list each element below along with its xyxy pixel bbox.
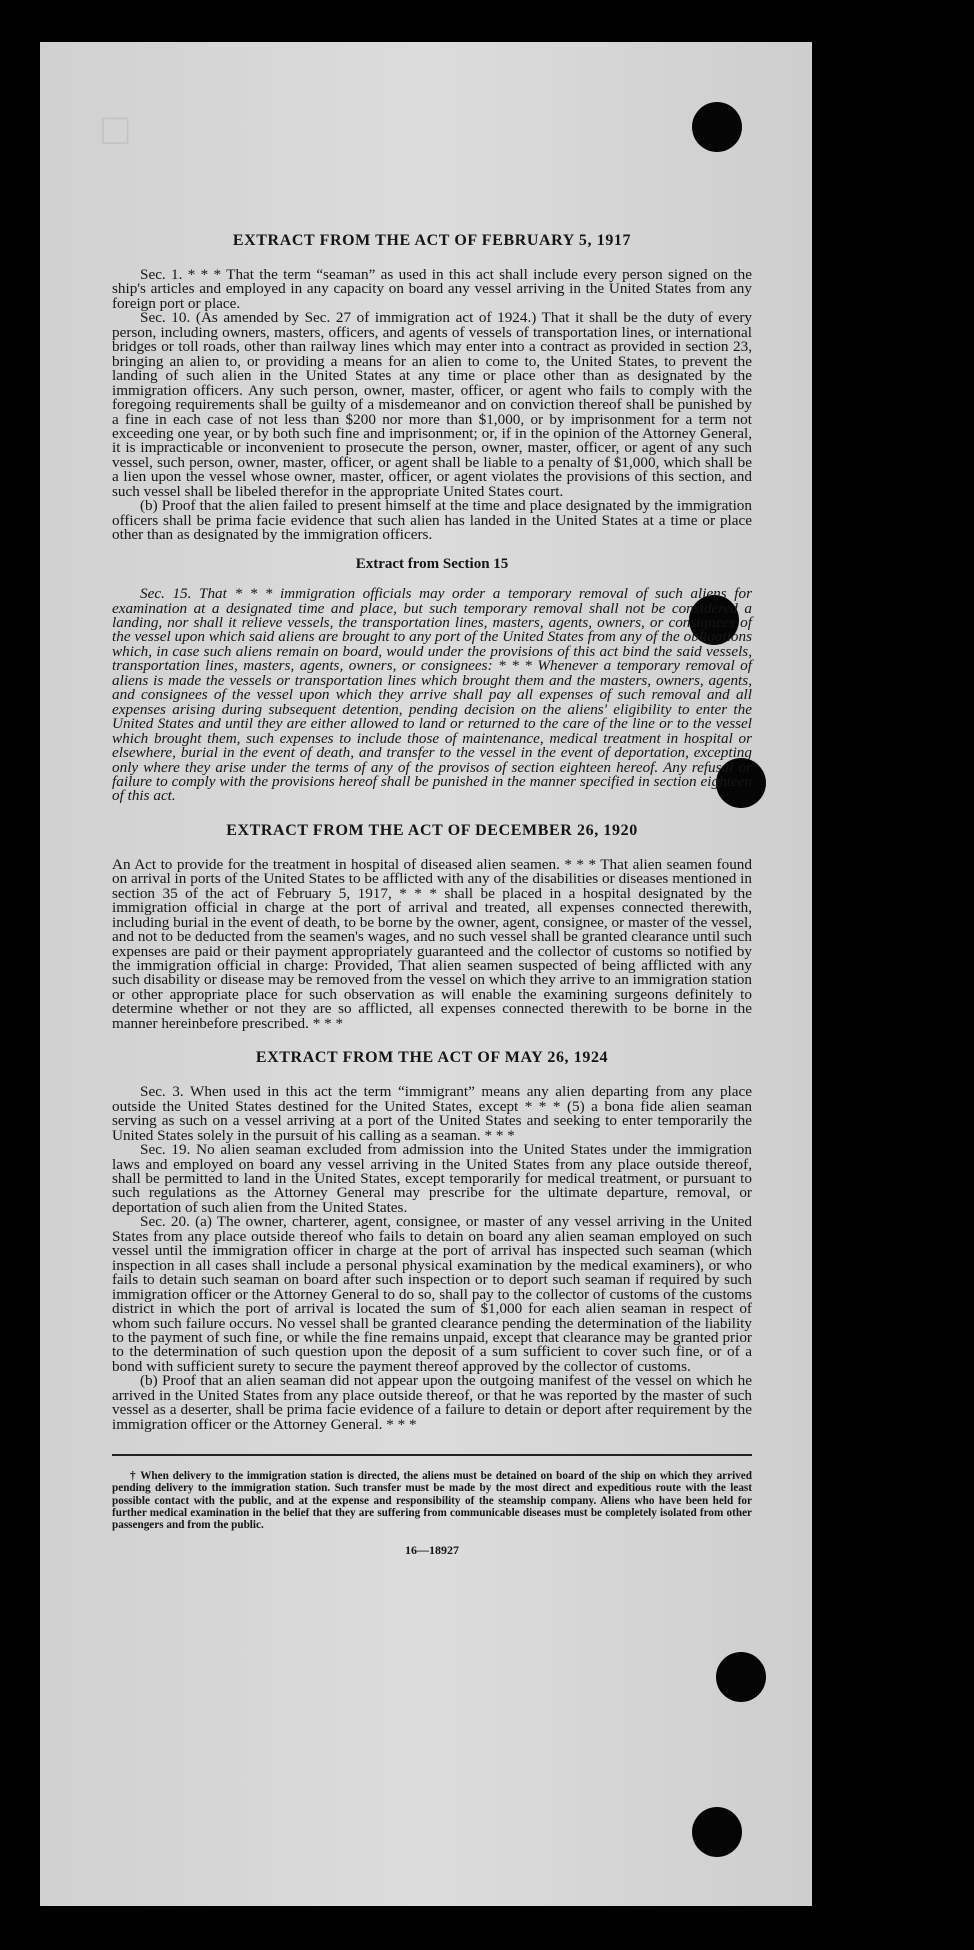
heading-act-may-1924: EXTRACT FROM THE ACT OF MAY 26, 1924: [255, 1049, 609, 1067]
footnote: † When delivery to the immigration station is directed, the aliens must be detained on board of the ship on which they arrived pending delivery to the immigration station. Such transfer must be made by the most direct and expeditious route with the least possible contact with the public, and at the expense and responsibility of the steamship company. Aliens who have been held for further medical examination in the belief that they are suffering from communicable diseases must be completely isolated from other passengers and from the public.: [112, 1470, 752, 1531]
section-15-paragraph: Sec. 15. That * * * immigration officials may order a temporary removal of such aliens for examination at a designated time and place, but such temporary removal shall not be considered a landing, nor shall it relieve vessels, the transportation lines, masters, agents, owners, or consignees of the vessel upon which said aliens are brought to any port of the United States from any of the obligations which, in case such aliens remain on board, would under the provisions of this act bind the said vessels, transportation lines, masters, agents, owners, or consignees: * * * Whenever a temporary removal of aliens is made the vessels or transportation lines which brought them and the masters, owners, agents, and consignees of the vessel upon which they arrive shall pay all expenses of such removal and all expenses arising during subsequent detention, pending decision on the aliens' eligibility to enter the United States and until they are either allowed to land or returned to the care of the line or to the vessel which brought them, such expenses to include those of maintenance, medical treatment in hospital or elsewhere, burial in the event of death, and transfer to the vessel in the event of deportation, excepting only where they arise under the terms of any of the provisos of section eighteen hereof. Any refusal or failure to comply with the provisions hereof shall be punished in the manner specified in section eighteen of this act.: [112, 585, 752, 805]
section-3-paragraph: Sec. 3. When used in this act the term “immigrant” means any alien departing from any place outside the United States destined for the United States, except * * * (5) a bona fide alien seaman serving as such on a vessel arriving at a port of the United States and seeking to enter temporarily the United States solely in the pursuit of his calling as a seaman. * * *: [112, 1083, 752, 1144]
document-body: [112, 232, 752, 1558]
section-19-paragraph: Sec. 19. No alien seaman excluded from admission into the United States under the immigration laws and employed on board any vessel arriving in the United States from any place outside thereof, shall be permitted to land in the United States, except temporarily for medical treatment, or pursuant to such regulations as the Attorney General may prescribe for the ultimate departure, removal, or deportation of such alien from the United States.: [112, 1141, 752, 1216]
punch-hole-5: [692, 1807, 742, 1857]
act-1920-paragraph: An Act to provide for the treatment in hospital of diseased alien seamen. * * * That alien seamen found on arrival in ports of the United States to be afflicted with any of the disabilities or diseases mentioned in section 35 of the act of February 5, 1917, * * * shall be placed in a hospital designated by the immigration official in charge at the port of arrival and treated, all expenses connected therewith, including burial in the event of death, to be borne by the owner, agent, consignee, or master of the vessel, and not to be deducted from the seamen's wages, and no such vessel shall be granted clearance until such expenses are paid or their payment appropriately guaranteed and the collector of customs so notified by the immigration official in charge: Provided, That alien seamen suspected of being afflicted with any such disability or disease may be removed from the vessel on which they arrive to an immigration station or other appropriate place for such observation as will enable the examining surgeons definitely to determine whether or not they are so afflicted, all expenses connected therewith to be borne in the manner hereinbefore prescribed. * * *: [112, 855, 752, 1032]
faded-stamp-mark: □: [102, 105, 129, 154]
footnote-divider: [112, 1454, 752, 1456]
print-number: 16—18927: [405, 1543, 459, 1558]
heading-act-dec-1920: EXTRACT FROM THE ACT OF DECEMBER 26, 1920: [226, 821, 638, 839]
section-10b-paragraph: (b) Proof that the alien failed to present himself at the time and place designated by the immigration officers shall be prima facie evidence that such alien has landed in the United States at a time or place other than as designated by the immigration officers.: [112, 497, 752, 544]
subheading-section-15: Extract from Section 15: [355, 555, 509, 572]
heading-act-feb-1917: EXTRACT FROM THE ACT OF FEBRUARY 5, 1917: [232, 232, 632, 249]
document-page: [40, 42, 812, 1906]
section-1-paragraph: Sec. 1. * * * That the term “seaman” as used in this act shall include every person signed on the ship's articles and employed in any capacity on board any vessel arriving in the United States from any foreign port or place.: [112, 266, 752, 312]
punch-hole-1: [692, 102, 742, 152]
section-10-paragraph: Sec. 10. (As amended by Sec. 27 of immigration act of 1924.) That it shall be the duty of every person, including owners, masters, officers, and agents of vessels of transportation lines, or international bridges or toll roads, other than railway lines which may enter into a contract as provided in section 23, bringing an alien to, or providing a means for an alien to come to, the United States, to prevent the landing of such alien in the United States at any time or place other than as designated by the immigration officers. Any such person, owner, master, officer, or agent who fails to comply with the foregoing requirements shall be guilty of a misdemeanor and on conviction thereof shall be punished by a fine in each case of not less than $200 nor more than $1,000, or by imprisonment for a term not exceeding one year, or by both such fine and imprisonment; or, if in the opinion of the Attorney General, it is impracticable or inconvenient to prosecute the person, owner, master, officer, or agent of any such vessel, such person, owner, master, officer, or agent shall be liable to a penalty of $1,000, which shall be a lien upon the vessel whose owner, master, officer, or agent violates the provisions of this section, and such vessel shall be libeled therefor in the appropriate United States court.: [112, 309, 752, 500]
section-20b-paragraph: (b) Proof that an alien seaman did not appear upon the outgoing manifest of the vessel on which he arrived in the United States from any place outside thereof, or that he was reported by the master of such vessel as a deserter, shall be prima facie evidence of a failure to detain or deport after requirement by the immigration officer or the Attorney General. * * *: [112, 1372, 752, 1433]
section-20a-paragraph: Sec. 20. (a) The owner, charterer, agent, consignee, or master of any vessel arriving in the United States from any place outside thereof who fails to detain on board any alien seaman employed on such vessel until the immigration officer in charge at the port of arrival has inspected such seaman (which inspection in all cases shall include a personal physical examination by the medical examiners), or who fails to detain such seaman on board after such inspection or to deport such seaman if required by such immigration officer or the Attorney General to do so, shall pay to the collector of customs of the customs district in which the port of arrival is located the sum of $1,000 for each alien seaman in respect of whom such failure occurs. No vessel shall be granted clearance pending the determination of the liability to the payment of such fine, or while the fine remains unpaid, except that clearance may be granted prior to the determination of such question upon the deposit of a sum sufficient to cover such fine, or of a bond with sufficient surety to secure the payment thereof approved by the collector of customs.: [112, 1213, 752, 1375]
punch-hole-4: [716, 1652, 766, 1702]
